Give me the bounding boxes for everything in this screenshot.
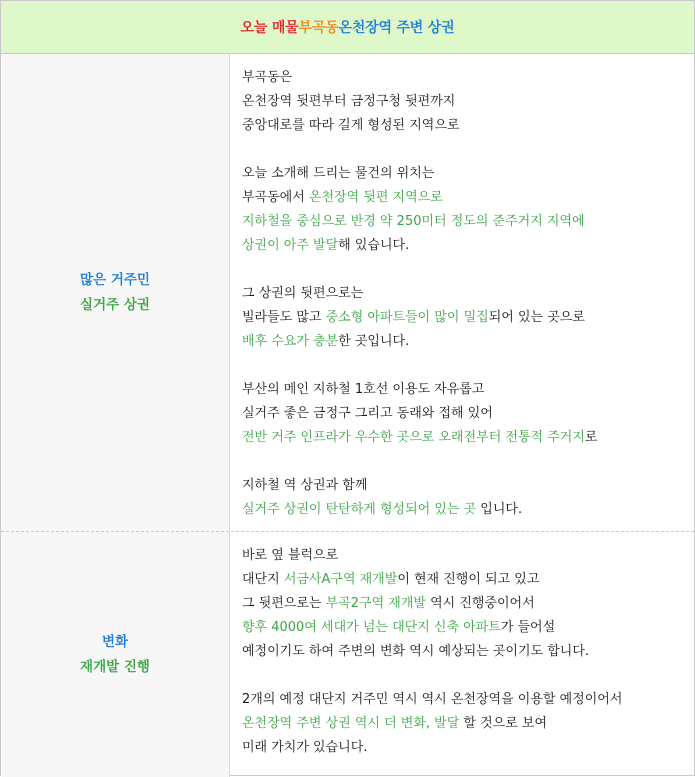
body-text: 할 것으로 보여 bbox=[459, 716, 548, 731]
body-text: 온천장역 뒷편부터 금정구청 뒷편까지 bbox=[242, 94, 456, 109]
row-heading bbox=[1, 532, 230, 777]
paragraph bbox=[242, 474, 694, 522]
text-line bbox=[242, 712, 694, 736]
text-line bbox=[242, 498, 694, 522]
header-segment: 부곡동 bbox=[298, 20, 339, 36]
text-line bbox=[242, 568, 694, 592]
paragraph bbox=[242, 544, 694, 664]
text-line bbox=[242, 592, 694, 616]
body-text: 이 현재 진행이 되고 있고 bbox=[397, 572, 540, 587]
text-line bbox=[242, 736, 694, 760]
highlight-text: 온천장역 뒷편 지역으로 bbox=[308, 190, 443, 205]
row-description bbox=[230, 532, 694, 777]
body-text: 그 상권의 뒷편으로는 bbox=[242, 286, 364, 301]
paragraph bbox=[242, 282, 694, 354]
body-text: 부곡동은 bbox=[242, 70, 293, 85]
body-text: 미래 가치가 있습니다. bbox=[242, 740, 368, 755]
highlight-text: 향후 4000여 세대가 넘는 대단지 신축 아파트 bbox=[242, 620, 501, 635]
text-line bbox=[242, 616, 694, 640]
text-line bbox=[242, 688, 694, 712]
text-line bbox=[242, 330, 694, 354]
text-line bbox=[242, 474, 694, 498]
row-heading-line: 실거주 상권 bbox=[80, 296, 150, 313]
body-text: 그 뒷편으로는 bbox=[242, 596, 326, 611]
highlight-text: 서금사A구역 재개발 bbox=[283, 572, 398, 587]
body-text: 지하철 역 상권과 함께 bbox=[242, 478, 368, 493]
highlight-text: 온천장역 주변 상권 역시 더 변화, 발달 bbox=[242, 716, 460, 731]
highlight-text: 전반 거주 인프라가 우수한 곳으로 오래전부터 전통적 주거지 bbox=[242, 430, 585, 445]
paragraph bbox=[242, 162, 694, 258]
paragraph bbox=[242, 378, 694, 450]
body-text: 2개의 예정 대단지 거주민 역시 역시 온천장역을 이용할 예정이어서 bbox=[242, 692, 623, 707]
paragraph bbox=[242, 688, 694, 760]
text-line bbox=[242, 162, 694, 186]
text-line bbox=[242, 640, 694, 664]
body-text: 되어 있는 곳으로 bbox=[488, 310, 585, 325]
highlight-text: 중소형 아파트들이 많이 밀집 bbox=[325, 310, 489, 325]
text-line bbox=[242, 234, 694, 258]
highlight-text: 부곡2구역 재개발 bbox=[325, 596, 426, 611]
body-text: 역시 진행중이어서 bbox=[425, 596, 535, 611]
body-text: 빌라들도 많고 bbox=[242, 310, 326, 325]
row-heading bbox=[1, 54, 230, 531]
body-text: 부곡동에서 bbox=[242, 190, 309, 205]
body-text: 실거주 좋은 금정구 그리고 동래와 접해 있어 bbox=[242, 406, 493, 421]
row-heading-line: 많은 거주민 bbox=[80, 271, 150, 288]
highlight-text: 지하철을 중심으로 반경 약 250미터 정도의 준주거지 지역에 bbox=[242, 214, 585, 229]
body-text: 한 곳입니다. bbox=[338, 334, 410, 349]
row-description bbox=[230, 54, 694, 531]
text-line bbox=[242, 402, 694, 426]
body-text: 중앙대로를 따라 길게 형성된 지역으로 bbox=[242, 118, 460, 133]
header-segment: 온천장역 주변 상권 bbox=[338, 20, 455, 36]
body-text: 가 들어설 bbox=[500, 620, 556, 635]
body-text: 입니다. bbox=[476, 502, 523, 517]
text-line bbox=[242, 90, 694, 114]
table-body bbox=[1, 54, 694, 777]
text-line bbox=[242, 426, 694, 450]
paragraph bbox=[242, 66, 694, 138]
body-text: 해 있습니다. bbox=[338, 238, 410, 253]
text-line bbox=[242, 114, 694, 138]
highlight-text: 배후 수요가 충분 bbox=[242, 334, 339, 349]
text-line bbox=[242, 378, 694, 402]
row-heading-line: 재개발 진행 bbox=[80, 658, 150, 675]
text-line bbox=[242, 282, 694, 306]
text-line bbox=[242, 544, 694, 568]
text-line bbox=[242, 210, 694, 234]
body-text: 예정이기도 하여 주변의 변화 역시 예상되는 곳이기도 합니다. bbox=[242, 644, 590, 659]
highlight-text: 상권이 아주 발달 bbox=[242, 238, 339, 253]
table-row bbox=[1, 532, 694, 777]
row-heading-line: 변화 bbox=[101, 633, 129, 650]
table-row bbox=[1, 54, 694, 532]
body-text: 대단지 bbox=[242, 572, 284, 587]
text-line bbox=[242, 186, 694, 210]
header-segment: 오늘 매물 bbox=[240, 20, 299, 36]
body-text: 오늘 소개해 드리는 물건의 위치는 bbox=[242, 166, 435, 181]
highlight-text: 실거주 상권이 탄탄하게 형성되어 있는 곳 bbox=[242, 502, 477, 517]
body-text: 로 bbox=[584, 430, 598, 445]
table-header-title bbox=[1, 1, 694, 54]
text-line bbox=[242, 66, 694, 90]
body-text: 부산의 메인 지하철 1호선 이용도 자유롭고 bbox=[242, 382, 485, 397]
body-text: 바로 옆 블럭으로 bbox=[242, 548, 339, 563]
text-line bbox=[242, 306, 694, 330]
